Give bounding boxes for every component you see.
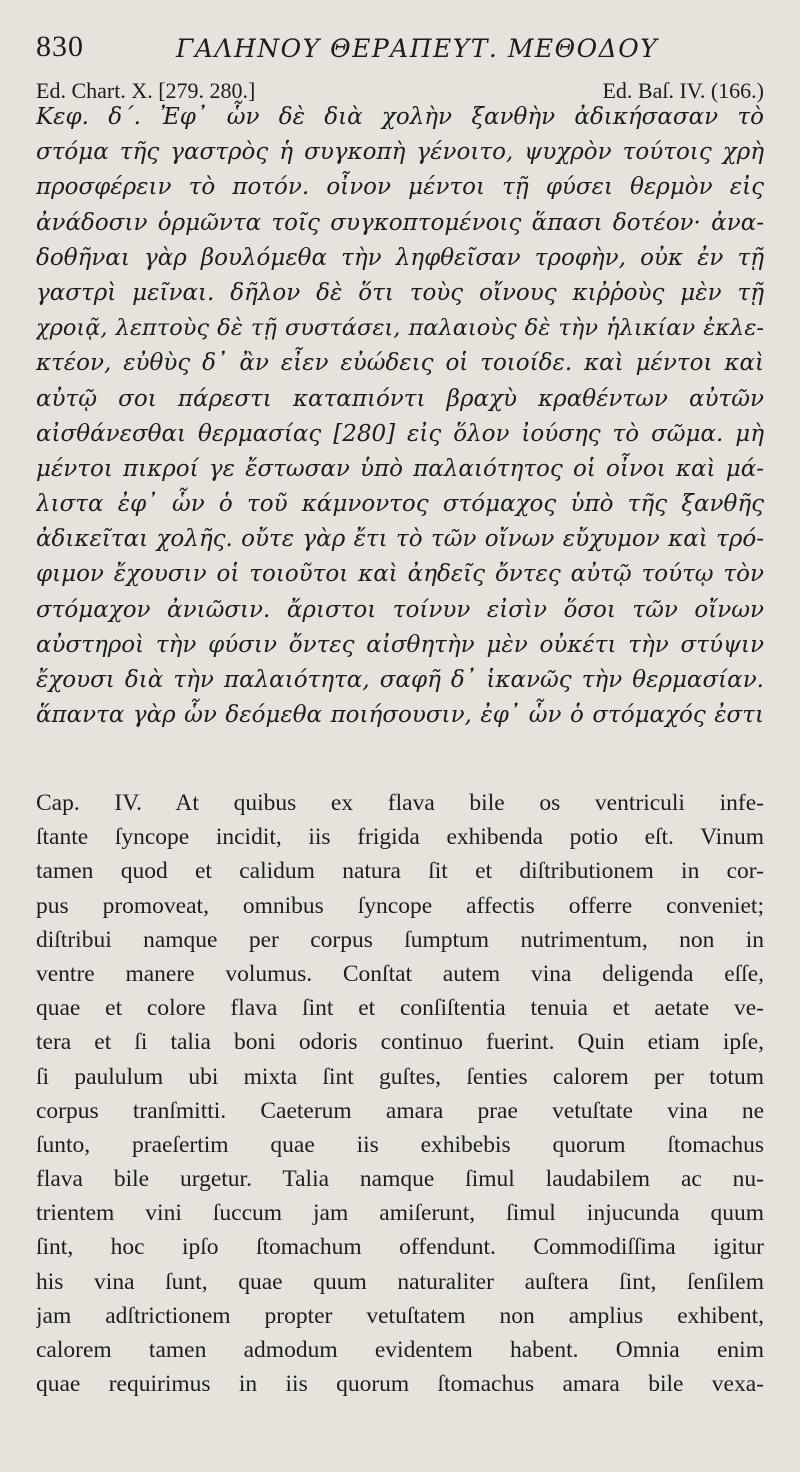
latin-text-line: corpus tranſmitti. Caeterum amara prae vetuſtate vina ne <box>36 1097 764 1124</box>
running-title: ΓΑΛΗΝΟΥ ΘΕΡΑΠΕΥΤ. ΜΕΘΟΔΟΥ <box>176 34 659 63</box>
latin-text-line: trientem vini ſuccum jam amiſerunt, ſimul injucunda quum <box>36 1200 764 1227</box>
page-header <box>36 28 764 68</box>
latin-text-line: ſtante ſyncope incidit, iis frigida exhibenda potio eſt. Vinum <box>36 824 764 851</box>
greek-text-line: χροιᾷ, λεπτοὺς δὲ τῇ συστάσει, παλαιοὺς δὲ τὴν ἡλικίαν ἐκλε- <box>36 315 764 342</box>
page-number: 830 <box>36 30 84 63</box>
latin-text-line: flava bile urgetur. Talia namque ſimul laudabilem ac nu- <box>36 1166 764 1193</box>
greek-text-line: δοθῆναι γὰρ βουλόμεθα τὴν ληφθεῖσαν τροφὴν, οὐκ ἐν τῇ <box>36 244 764 271</box>
latin-text-line: Cap. IV. At quibus ex flava bile os ventriculi infe- <box>36 790 764 816</box>
greek-text-line: αὐστηροὶ τὴν φύσιν ὄντες αἰσθητὴν μὲν οὐκέτι τὴν στύψιν <box>36 631 764 658</box>
greek-text-line: λιστα ἐφ᾽ ὧν ὁ τοῦ κάμνοντος στόμαχος ὑπὸ τῆς ξανθῆς <box>36 491 764 518</box>
latin-text-line: pus promoveat, omnibus ſyncope affectis offerre conveniet; <box>36 892 764 919</box>
latin-text-line: ventre manere volumus. Conſtat autem vina deligenda eſſe, <box>36 960 764 987</box>
greek-text-line: στόμα τῆς γαστρὸς ἡ συγκοπὴ γένοιτο, ψυχρὸν τούτοις χρὴ <box>36 139 764 166</box>
latin-text-line: quae et colore flava ſint et conſiſtentia tenuia et aetate ve- <box>36 995 764 1022</box>
latin-text-line: ſint, hoc ipſo ſtomachum offendunt. Commodiſſima igitur <box>36 1234 764 1261</box>
latin-text-line: his vina ſunt, quae quum naturaliter auſtera ſint, ſenſilem <box>36 1268 764 1295</box>
latin-text-line: tamen quod et calidum natura ſit et diſtributionem in cor- <box>36 858 764 885</box>
edition-reference-basel: Ed. Baſ. IV. (166.) <box>602 78 764 103</box>
latin-text-line: ſi paululum ubi mixta ſint guſtes, ſenties calorem per totum <box>36 1063 764 1090</box>
greek-text-line: γαστρὶ μεῖναι. δῆλον δὲ ὅτι τοὺς οἴνους κιῤῥοὺς μὲν τῇ <box>36 279 764 306</box>
latin-text-line: diſtribui namque per corpus ſumptum nutrimentum, non in <box>36 926 764 953</box>
greek-text-line: αὐτῷ σοι πάρεστι καταπιόντι βραχὺ κραθέντων αὐτῶν <box>36 385 764 412</box>
edition-reference-chartier: Ed. Chart. X. [279. 280.] <box>36 78 256 103</box>
greek-text-column <box>36 100 764 733</box>
greek-text-line: στόμαχον ἀνιῶσιν. ἄριστοι τοίνυν εἰσὶν ὅσοι τῶν οἴνων <box>36 596 764 623</box>
greek-text-line: ἔχουσι διὰ τὴν παλαιότητα, σαφῆ δ᾽ ἱκανῶς τὴν θερμασίαν. <box>36 667 764 693</box>
latin-text-line: tera et ſi talia boni odoris continuo fuerint. Quin etiam ipſe, <box>36 1029 764 1056</box>
latin-text-line: calorem tamen admodum evidentem habent. Omnia enim <box>36 1337 764 1363</box>
greek-text-line: ἀδικεῖται χολῆς. οὔτε γὰρ ἔτι τὸ τῶν οἴνων εὔχυμον καὶ τρό- <box>36 526 764 553</box>
latin-text-line: jam adſtrictionem propter vetuſtatem non amplius exhibent, <box>36 1302 764 1329</box>
greek-text-line: Κεφ. δ΄. Ἐφ᾽ ὧν δὲ διὰ χολὴν ξανθὴν ἀδικήσασαν τὸ <box>36 104 764 130</box>
greek-text-line: μέντοι πικροί γε ἔστωσαν ὑπὸ παλαιότητος οἱ οἶνοι καὶ μά- <box>36 455 764 482</box>
latin-text-line: ſunto, praeſertim quae iis exhibebis quorum ſtomachus <box>36 1131 764 1158</box>
latin-text-column <box>36 786 764 1401</box>
greek-text-line: κτέον, εὐθὺς δ᾽ ἂν εἶεν εὐώδεις οἱ τοιοίδε. καὶ μέντοι καὶ <box>36 350 764 377</box>
greek-text-line: αἰσθάνεσθαι θερμασίας [280] εἰς ὅλον ἰούσης τὸ σῶμα. μὴ <box>36 420 764 447</box>
greek-text-line: ἅπαντα γὰρ ὧν δεόμεθα ποιήσουσιν, ἐφ᾽ ὧν ὁ στόμαχός ἐστι <box>36 702 764 729</box>
greek-text-line: προσφέρειν τὸ ποτόν. οἶνον μέντοι τῇ φύσει θερμὸν εἰς <box>36 174 764 201</box>
greek-text-line: ἀνάδοσιν ὁρμῶντα τοῖς συγκοπτομένοις ἅπασι δοτέον· ἀνα- <box>36 209 764 236</box>
greek-text-line: φιμον ἔχουσιν οἱ τοιοῦτοι καὶ ἀηδεῖς ὄντες αὐτῷ τούτῳ τὸν <box>36 561 764 588</box>
latin-text-line: quae requirimus in iis quorum ſtomachus amara bile vexa- <box>36 1371 764 1398</box>
